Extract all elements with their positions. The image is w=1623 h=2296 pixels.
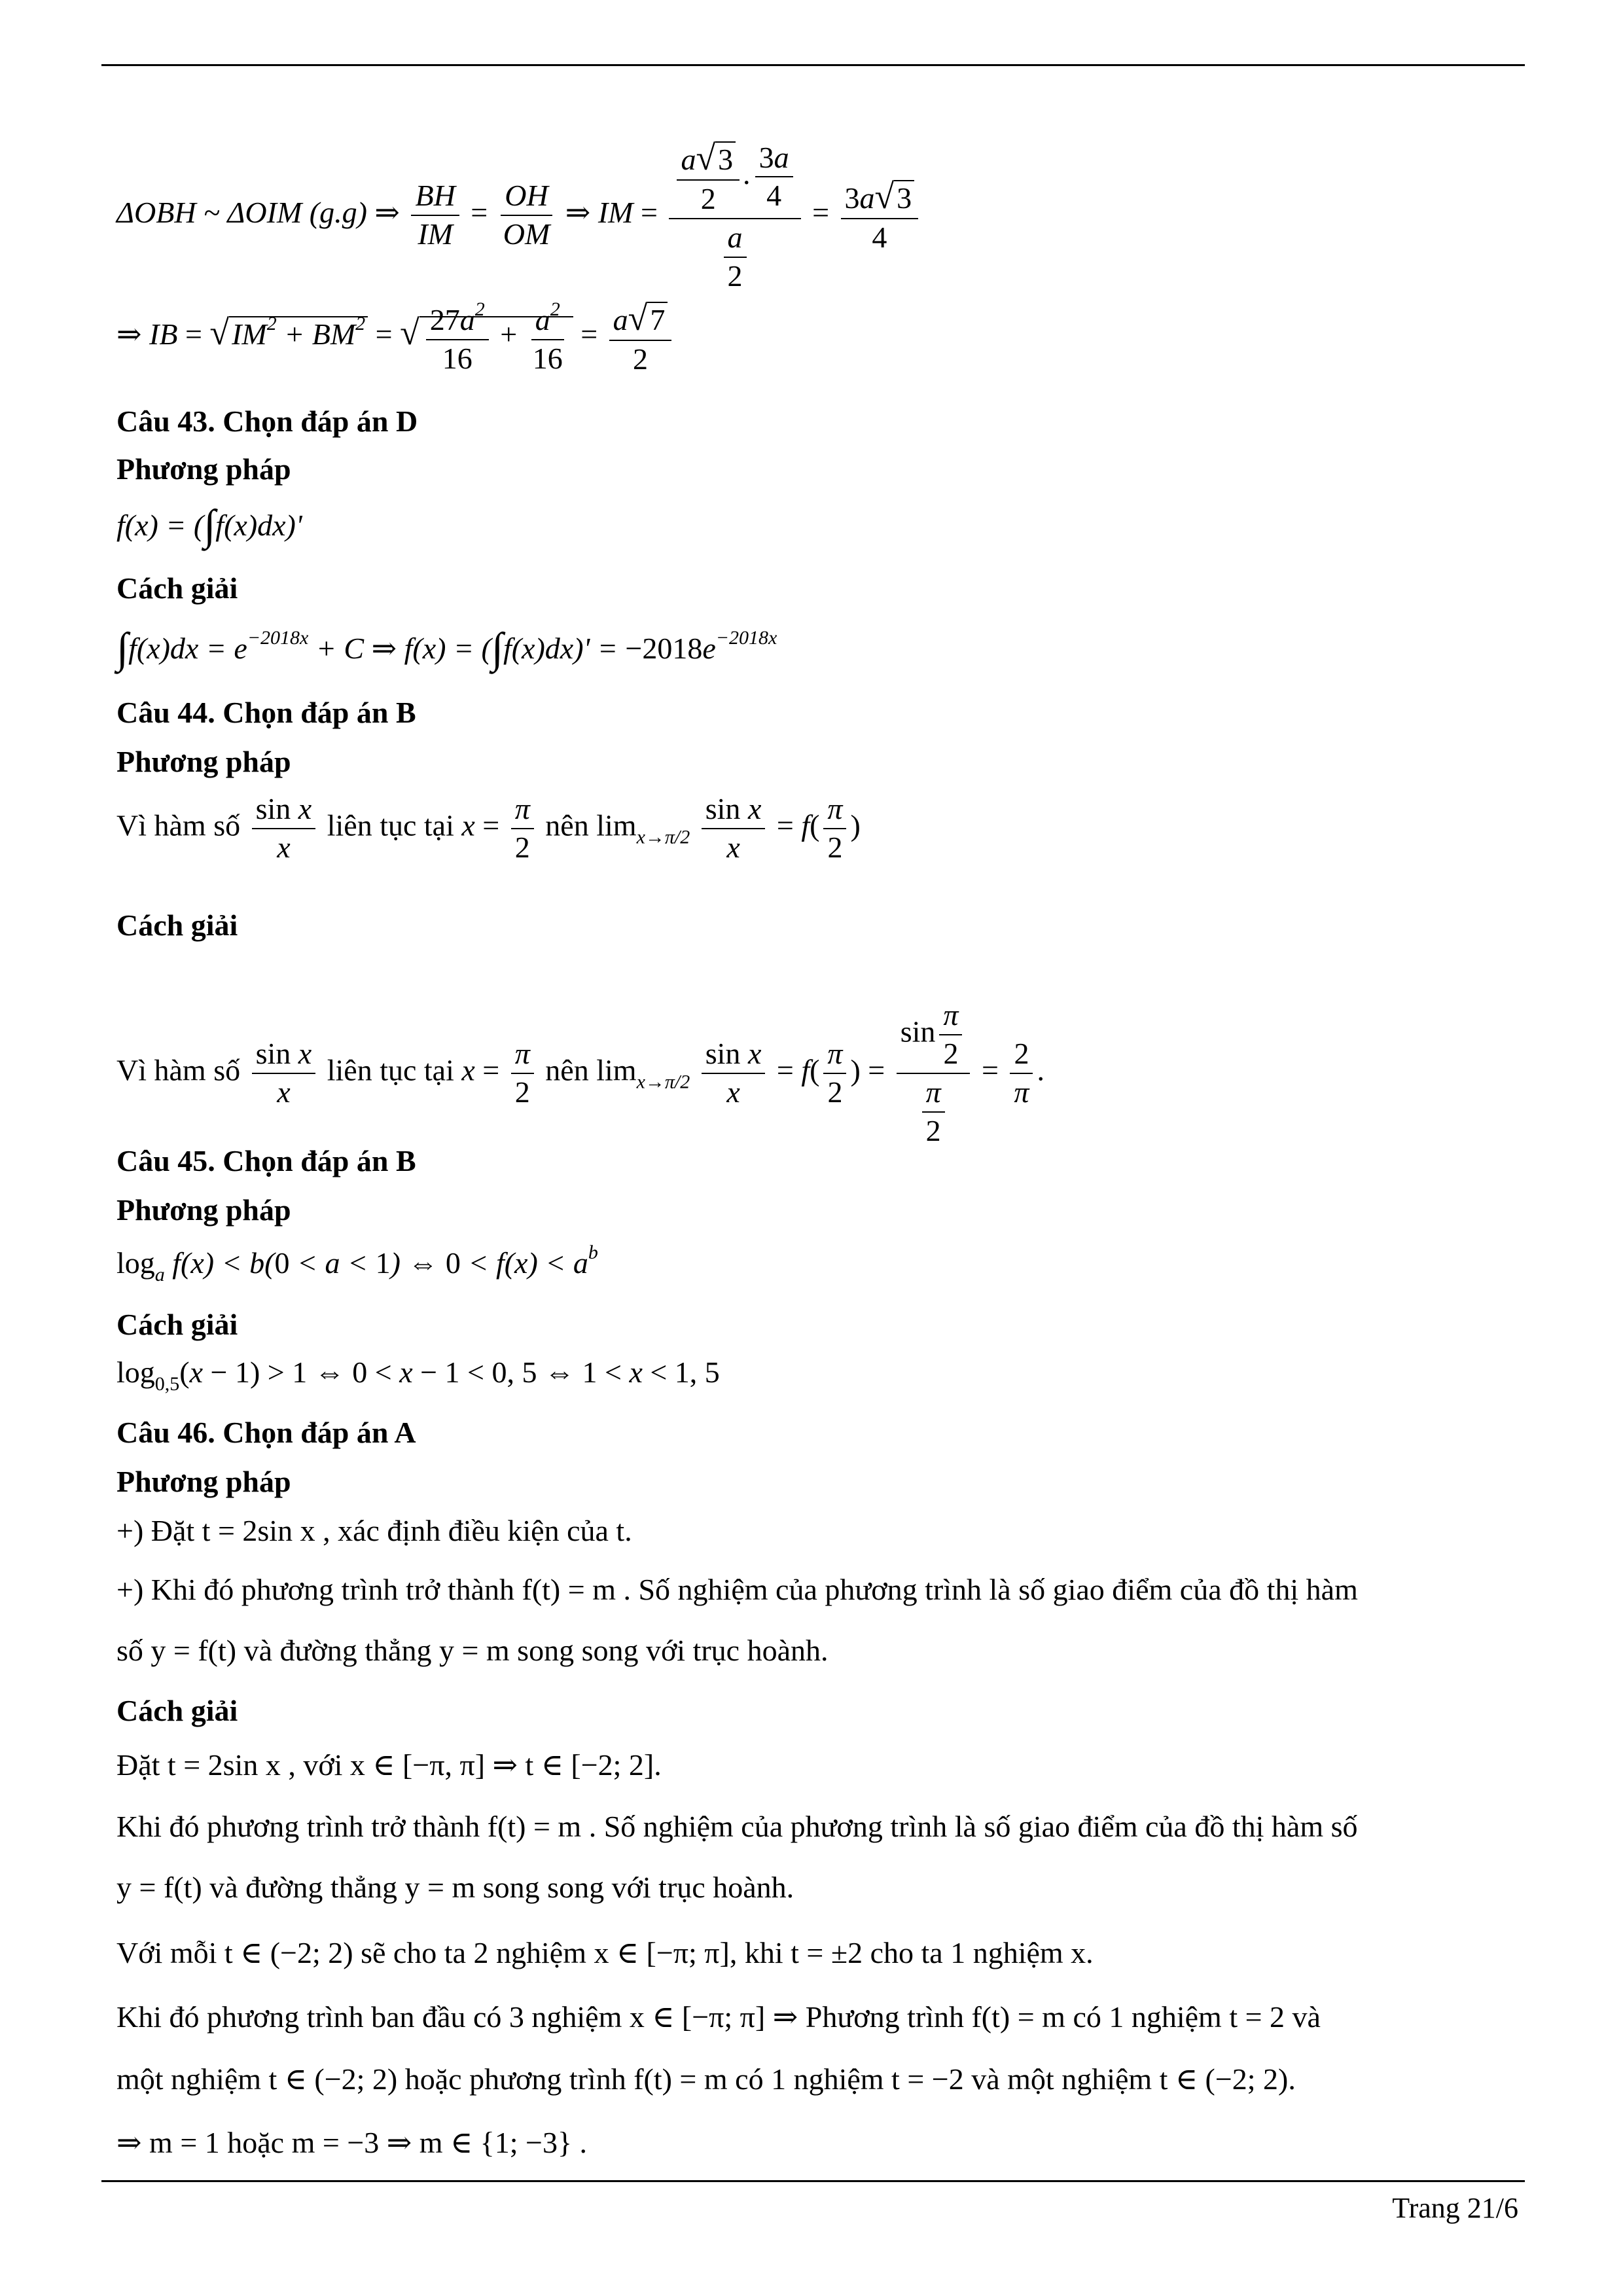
q43-method-heading: Phương pháp xyxy=(116,452,291,486)
q43-heading: Câu 43. Chọn đáp án D xyxy=(116,404,418,438)
triangle-text: ΔOBH ~ ΔOIM (g.g) xyxy=(116,195,367,229)
q46-solution-5: Khi đó phương trình ban đầu có 3 nghiệm x ∈ [−π; π] ⇒ Phương trình f(t) = m có 1 nghiệm t = 2 và xyxy=(116,2000,1321,2034)
q46-method-1: +) Đặt t = 2sin x , xác định điều kiện của t. xyxy=(116,1514,632,1547)
q46-solution-1: Đặt t = 2sin x , với x ∈ [−π, π] ⇒ t ∈ [−2; 2]. xyxy=(116,1748,662,1782)
q43-method-formula: f(x) = (∫f(x)dx)' xyxy=(116,501,302,549)
q44-text-a: Vì hàm số xyxy=(116,808,241,842)
q46-solution-heading: Cách giải xyxy=(116,1694,238,1727)
q46-heading: Câu 46. Chọn đáp án A xyxy=(116,1416,416,1449)
q46-solution-6: một nghiệm t ∈ (−2; 2) hoặc phương trình f(t) = m có 1 nghiệm t = −2 và một nghiệm t ∈ (−2; 2). xyxy=(116,2062,1296,2096)
q44-solution-heading: Cách giải xyxy=(116,908,238,942)
q46-method-heading: Phương pháp xyxy=(116,1465,291,1498)
q45-heading: Câu 45. Chọn đáp án B xyxy=(116,1144,416,1177)
q44-solution-text-b: liên tục tại xyxy=(327,1053,454,1087)
q43-solution-formula: $\int f(x)dx = e^{-2018x} + C$ ⇒ $f(x) = (\int f(x)dx)' = -2018e^{-2018x}$ xyxy=(116,624,777,672)
q44-solution-line: Vì hàm số $\frac{\text{sin x}}{x}$ liên tục tại x = $\frac{\pi}{2}$ nên $\lim_{x\to\pi/2}$ $\frac{\text{sin x}}{x}$ = f( $\frac{\pi}{2}$ ) = sin $\frac{\pi}{2}$ $\frac{\pi}{2}$ = $\frac{2}{\pi}$ . xyxy=(116,998,1044,1147)
q46-solution-4: Với mỗi t ∈ (−2; 2) sẽ cho ta 2 nghiệm x ∈ [−π; π], khi t = ±2 cho ta 1 nghiệm x. xyxy=(116,1936,1094,1969)
q44-method-line: Vì hàm số $\frac{\text{sin x}}{x}$ liên tục tại x = $\frac{\pi}{2}$ nên $\lim_{x\to\pi/2}$ $\frac{\text{sin x}}{x}$ = f( $\frac{\pi}{2}$ ) xyxy=(116,792,861,864)
q44-text-b: liên tục tại xyxy=(327,808,454,842)
q45-solution-formula: $\log_{0,5}(x - 1) > 1$ ⇔ 0 < x − 1 < 0, 5 ⇔ 1 < x < 1, 5 xyxy=(116,1355,720,1395)
q44-method-heading: Phương pháp xyxy=(116,745,291,778)
q45-method-heading: Phương pháp xyxy=(116,1193,291,1227)
q44-heading: Câu 44. Chọn đáp án B xyxy=(116,696,416,729)
q44-solution-text-a: Vì hàm số xyxy=(116,1053,241,1087)
q44-solution-text-c: nên xyxy=(545,1053,589,1087)
q46-solution-2: Khi đó phương trình trở thành f(t) = m . Số nghiệm của phương trình là số giao điểm của đồ thị hàm số xyxy=(116,1810,1358,1843)
ib-line: ⇒ IB = $√IM^2 + BM^2$ = √ $\frac{27a^2}{16}$ + $\frac{a^2}{16}$ = $\frac{a√7}{2}$ xyxy=(116,298,675,377)
ib-label: IB xyxy=(149,317,178,351)
similar-triangles-line: ΔOBH ~ ΔOIM (g.g) ⇒ $\frac{BH}{IM}$ = $\frac{OH}{OM}$ ⇒ IM = $\frac{a√3}{2}$ . $\frac{3a}{4}$ $\frac{a}{2}$ = $\frac{3a√3}{4}$ xyxy=(116,137,922,294)
page-number: Trang 21/6 xyxy=(1392,2192,1518,2224)
q46-method-2: +) Khi đó phương trình trở thành f(t) = m . Số nghiệm của phương trình là số giao điểm của đồ thị hàm xyxy=(116,1573,1358,1606)
header-rule xyxy=(101,64,1525,66)
q46-method-3: số y = f(t) và đường thẳng y = m song song với trục hoành. xyxy=(116,1634,829,1667)
q45-solution-heading: Cách giải xyxy=(116,1308,238,1341)
q44-text-c: nên xyxy=(545,808,589,842)
q43-solution-heading: Cách giải xyxy=(116,571,238,605)
footer-rule xyxy=(101,2180,1525,2182)
q45-method-formula: $\log_a f(x) < b(0 < a < 1)$ ⇔ $0 < f(x) < a^b$ xyxy=(116,1242,598,1285)
q46-solution-3: y = f(t) và đường thẳng y = m song song với trục hoành. xyxy=(116,1871,794,1904)
q46-solution-7: ⇒ m = 1 hoặc m = −3 ⇒ m ∈ {1; −3} . xyxy=(116,2126,588,2159)
